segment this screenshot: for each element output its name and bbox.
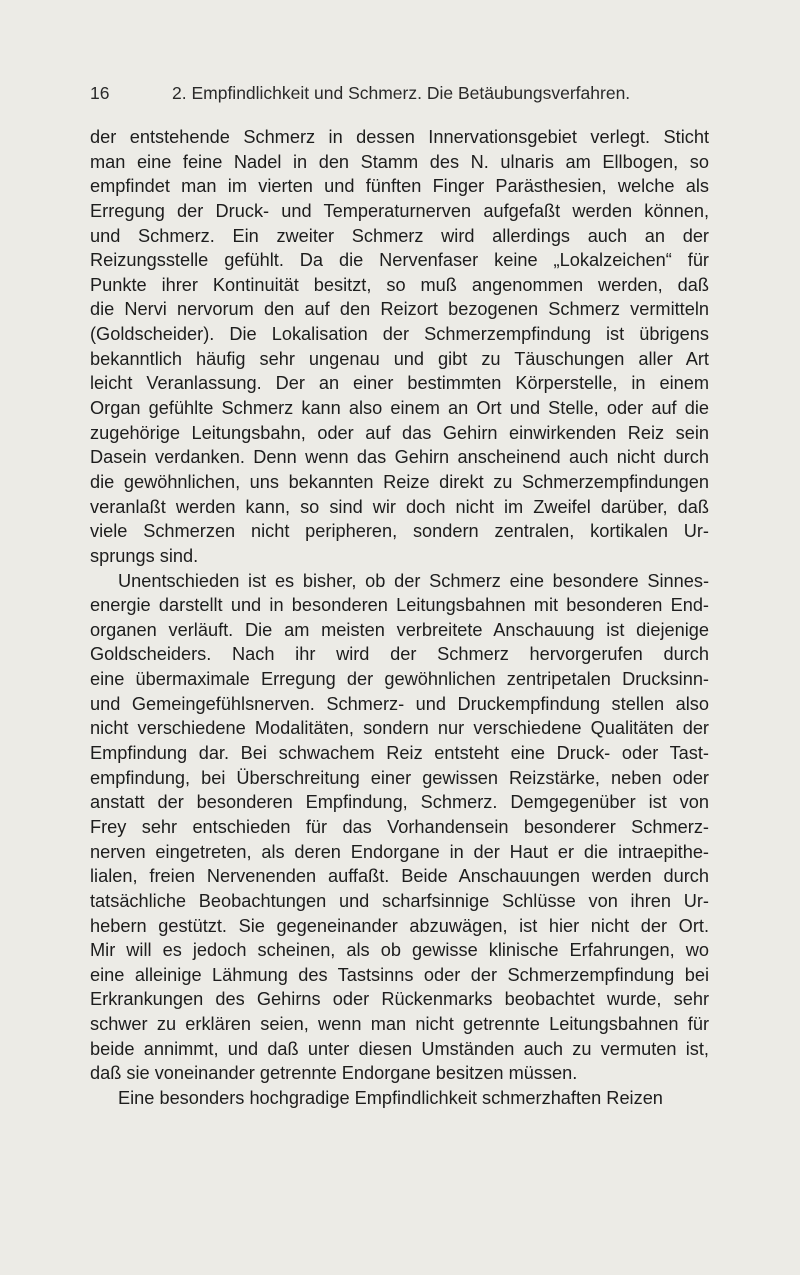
text-line: Unentschieden ist es bisher, ob der Schmerz eine besondere Sinnes-	[118, 570, 709, 591]
text-line: Eine besonders hochgradige Empfindlichkeit schmerzhaften Reizen	[118, 1087, 663, 1108]
text-line: sprungs sind.	[90, 545, 199, 566]
text-line: Mir will es jedoch scheinen, als ob gewisse klinische Erfahrungen, wo	[90, 940, 709, 961]
page-number: 16	[90, 83, 110, 103]
text-line: Empfindung dar. Bei schwachem Reiz entsteht eine Druck- oder Tast-	[90, 743, 709, 764]
body-text	[90, 125, 709, 1111]
text-line: tatsächliche Beobachtungen und scharfsinnige Schlüsse von ihren Ur-	[90, 890, 709, 911]
text-line: empfindung, bei Überschreitung einer gewissen Reizstärke, neben oder	[90, 767, 709, 788]
text-line: Erkrankungen des Gehirns oder Rückenmarks beobachtet wurde, sehr	[90, 989, 709, 1010]
page-header	[90, 81, 710, 107]
text-line: der entstehende Schmerz in dessen Innervationsgebiet verlegt. Sticht	[90, 127, 709, 147]
text-line: (Goldscheider). Die Lokalisation der Schmerzempfindung ist übrigens	[90, 324, 709, 345]
text-line: nicht verschiedene Modalitäten, sondern nur verschiedene Qualitäten der	[90, 718, 709, 739]
text-line: zugehörige Leitungsbahn, oder auf das Gehirn einwirkenden Reiz sein	[90, 422, 709, 443]
text-line: und Schmerz. Ein zweiter Schmerz wird allerdings auch an der	[90, 225, 709, 246]
text-line: Goldscheiders. Nach ihr wird der Schmerz hervorgerufen durch	[90, 644, 709, 665]
text-line: energie darstellt und in besonderen Leitungsbahnen mit besonderen End-	[90, 595, 709, 616]
text-line: Frey sehr entschieden für das Vorhandensein besonderer Schmerz-	[90, 816, 709, 837]
text-line: bekanntlich häufig sehr ungenau und gibt zu Täuschungen aller Art	[90, 348, 709, 369]
text-line: eine übermaximale Erregung der gewöhnlichen zentripetalen Drucksinn-	[90, 669, 709, 690]
text-line: viele Schmerzen nicht peripheren, sondern zentralen, kortikalen Ur-	[90, 521, 709, 542]
text-line: die gewöhnlichen, uns bekannten Reize direkt zu Schmerzempfindungen	[90, 471, 709, 492]
text-line: Dasein verdanken. Denn wenn das Gehirn anscheinend auch nicht durch	[90, 447, 709, 468]
text-line: veranlaßt werden kann, so sind wir doch nicht im Zweifel darüber, daß	[90, 496, 709, 517]
text-line: nerven eingetreten, als deren Endorgane in der Haut er die intraepithe-	[90, 841, 709, 862]
text-line: Reizungsstelle gefühlt. Da die Nervenfaser keine „Lokalzeichen“ für	[90, 250, 709, 271]
running-head: 2. Empfindlichkeit und Schmerz. Die Betäubungsverfahren.	[172, 83, 631, 103]
text-line: Punkte ihrer Kontinuität besitzt, so muß angenommen werden, daß	[90, 274, 709, 295]
text-line: daß sie voneinander getrennte Endorgane besitzen müssen.	[90, 1063, 578, 1084]
text-line: die Nervi nervorum den auf den Reizort bezogenen Schmerz vermitteln	[90, 299, 709, 320]
text-line: schwer zu erklären seien, wenn man nicht getrennte Leitungsbahnen für	[90, 1014, 709, 1035]
text-line: anstatt der besonderen Empfindung, Schmerz. Demgegenüber ist von	[90, 792, 709, 813]
text-line: Organ gefühlte Schmerz kann also einem an Ort und Stelle, oder auf die	[90, 398, 709, 419]
text-line: man eine feine Nadel in den Stamm des N. ulnaris am Ellbogen, so	[90, 151, 709, 172]
text-line: und Gemeingefühlsnerven. Schmerz- und Druckempfindung stellen also	[90, 693, 709, 714]
text-line: leicht Veranlassung. Der an einer bestimmten Körperstelle, in einem	[90, 373, 709, 394]
text-line: empfindet man im vierten und fünften Finger Parästhesien, welche als	[90, 176, 709, 197]
text-line: hebern gestützt. Sie gegeneinander abzuwägen, ist hier nicht der Ort.	[90, 915, 709, 936]
text-line: Erregung der Druck- und Temperaturnerven aufgefaßt werden können,	[90, 200, 709, 221]
text-line: eine alleinige Lähmung des Tastsinns oder der Schmerzempfindung bei	[90, 964, 709, 985]
text-line: organen verläuft. Die am meisten verbreitete Anschauung ist diejenige	[90, 619, 709, 640]
text-line: beide annimmt, und daß unter diesen Umständen auch zu vermuten ist,	[90, 1038, 709, 1059]
text-line: lialen, freien Nervenenden auffaßt. Beide Anschauungen werden durch	[90, 866, 709, 887]
